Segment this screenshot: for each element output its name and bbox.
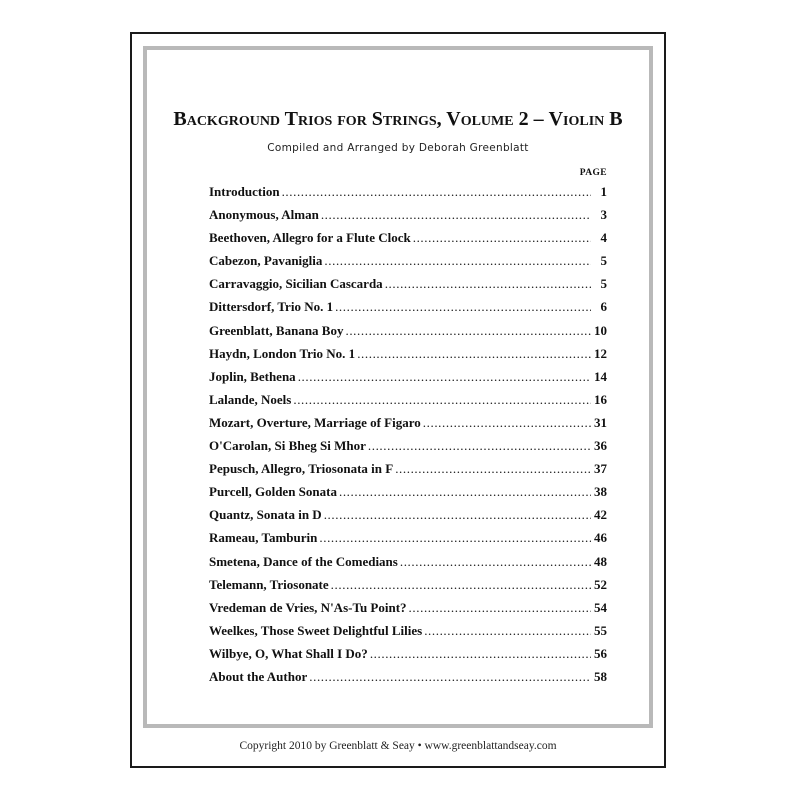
toc-entry-page: 58 bbox=[594, 668, 607, 684]
toc-entry-page: 5 bbox=[600, 253, 607, 269]
toc-entry bbox=[209, 411, 607, 434]
toc-entry-title: About the Author bbox=[209, 668, 308, 684]
dot-leader bbox=[424, 619, 591, 642]
toc-entry bbox=[209, 365, 607, 388]
toc-entry bbox=[209, 665, 607, 688]
toc-entry-title: Carravaggio, Sicilian Cascarda bbox=[209, 276, 383, 292]
toc-entry-title: Dittersdorf, Trio No. 1 bbox=[209, 299, 334, 315]
dot-leader bbox=[357, 342, 591, 365]
dot-leader bbox=[370, 642, 591, 665]
toc-entry-page: 1 bbox=[600, 184, 607, 199]
toc-list bbox=[209, 180, 607, 688]
toc-entry bbox=[209, 596, 607, 619]
toc-entry-title: Vredeman de Vries, N'As-Tu Point? bbox=[209, 599, 407, 615]
toc-entry-page: 16 bbox=[594, 391, 607, 407]
toc-entry-page: 38 bbox=[594, 484, 607, 500]
dot-leader bbox=[413, 226, 591, 249]
toc-entry-title: Weelkes, Those Sweet Delightful Lilies bbox=[209, 622, 423, 638]
toc-entry-title: Wilbye, O, What Shall I Do? bbox=[209, 645, 368, 661]
page-frame bbox=[130, 32, 666, 768]
dot-leader bbox=[345, 319, 591, 342]
toc-entry-page: 6 bbox=[600, 299, 607, 315]
toc-entry-title: Beethoven, Allegro for a Flute Clock bbox=[209, 230, 411, 246]
table-of-contents bbox=[209, 166, 607, 688]
toc-entry-title: Rameau, Tamburin bbox=[209, 530, 318, 546]
toc-entry-page: 10 bbox=[594, 322, 607, 338]
toc-entry-page: 52 bbox=[594, 576, 607, 592]
dot-leader bbox=[331, 573, 591, 596]
toc-entry-title: Haydn, London Trio No. 1 bbox=[209, 345, 356, 361]
toc-entry bbox=[209, 480, 607, 503]
dot-leader bbox=[368, 434, 591, 457]
toc-entry bbox=[209, 319, 607, 342]
toc-entry-title: Telemann, Triosonate bbox=[209, 576, 329, 592]
toc-entry-title: Quantz, Sonata in D bbox=[209, 507, 322, 523]
toc-entry-title: Introduction bbox=[209, 184, 280, 199]
dot-leader bbox=[395, 457, 591, 480]
title-separator: – bbox=[528, 108, 549, 130]
document-title bbox=[147, 108, 649, 131]
toc-entry bbox=[209, 226, 607, 249]
toc-entry bbox=[209, 342, 607, 365]
toc-entry-page: 54 bbox=[594, 599, 607, 615]
toc-entry bbox=[209, 249, 607, 272]
toc-entry bbox=[209, 573, 607, 596]
dot-leader bbox=[293, 388, 591, 411]
toc-entry-title: Cabezon, Pavaniglia bbox=[209, 253, 323, 269]
dot-leader bbox=[321, 203, 591, 226]
dot-leader bbox=[309, 665, 591, 688]
toc-entry bbox=[209, 272, 607, 295]
inner-border bbox=[143, 46, 653, 728]
dot-leader bbox=[400, 550, 591, 573]
dot-leader bbox=[324, 249, 591, 272]
dot-leader bbox=[298, 365, 591, 388]
toc-entry-title: Lalande, Noels bbox=[209, 391, 292, 407]
dot-leader bbox=[339, 480, 591, 503]
dot-leader bbox=[409, 596, 591, 619]
toc-entry bbox=[209, 388, 607, 411]
toc-entry bbox=[209, 526, 607, 549]
dot-leader bbox=[282, 180, 591, 203]
toc-entry-page: 4 bbox=[600, 230, 607, 246]
toc-entry-page: 14 bbox=[594, 368, 607, 384]
toc-entry-page: 3 bbox=[600, 207, 607, 223]
toc-entry-page: 12 bbox=[594, 345, 607, 361]
toc-entry-page: 42 bbox=[594, 507, 607, 523]
dot-leader bbox=[385, 272, 591, 295]
toc-entry-title: Greenblatt, Banana Boy bbox=[209, 322, 344, 338]
toc-entry-title: Mozart, Overture, Marriage of Figaro bbox=[209, 414, 421, 430]
page-column-heading: PAGE bbox=[579, 168, 607, 178]
toc-entry-page: 5 bbox=[600, 276, 607, 292]
toc-entry bbox=[209, 503, 607, 526]
toc-entry-page: 55 bbox=[594, 622, 607, 638]
toc-entry bbox=[209, 550, 607, 573]
document-subtitle: Compiled and Arranged by Deborah Greenblatt bbox=[267, 142, 529, 154]
toc-entry-page: 56 bbox=[594, 645, 607, 661]
toc-entry-title: O'Carolan, Si Bheg Si Mhor bbox=[209, 438, 366, 454]
toc-entry-title: Smetena, Dance of the Comedians bbox=[209, 553, 398, 569]
toc-entry-page: 46 bbox=[594, 530, 607, 546]
copyright-line: Copyright 2010 by Greenblatt & Seay • www.greenblattandseay.com bbox=[239, 740, 557, 752]
toc-entry bbox=[209, 295, 607, 318]
toc-entry bbox=[209, 434, 607, 457]
title-main: Background Trios for Strings, Volume 2 bbox=[173, 108, 529, 130]
toc-entry bbox=[209, 619, 607, 642]
toc-entry bbox=[209, 203, 607, 226]
dot-leader bbox=[324, 503, 591, 526]
dot-leader bbox=[335, 295, 591, 318]
dot-leader bbox=[319, 526, 591, 549]
toc-entry-title: Joplin, Bethena bbox=[209, 368, 296, 384]
toc-entry-page: 37 bbox=[594, 461, 607, 477]
toc-entry-page: 31 bbox=[594, 414, 607, 430]
dot-leader bbox=[423, 411, 591, 434]
toc-entry bbox=[209, 457, 607, 480]
toc-entry-title: Purcell, Golden Sonata bbox=[209, 484, 337, 500]
toc-entry-page: 48 bbox=[594, 553, 607, 569]
toc-entry bbox=[209, 642, 607, 665]
title-part: Violin B bbox=[548, 108, 623, 130]
toc-entry-title: Pepusch, Allegro, Triosonata in F bbox=[209, 461, 394, 477]
toc-entry bbox=[209, 180, 607, 203]
toc-entry-title: Anonymous, Alman bbox=[209, 207, 319, 223]
toc-entry-page: 36 bbox=[594, 438, 607, 454]
